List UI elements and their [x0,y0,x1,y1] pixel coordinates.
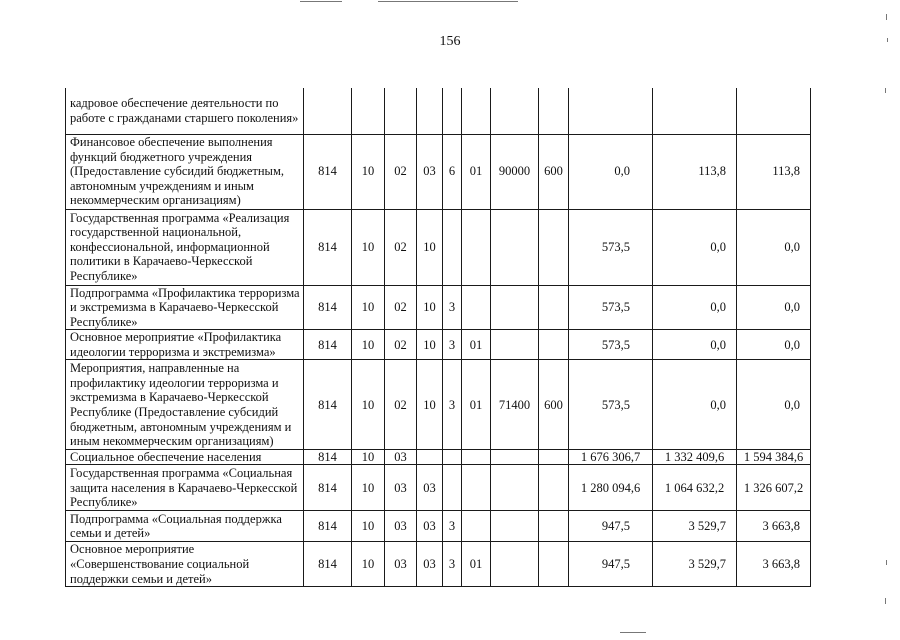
cell-amount-3: 0,0 [737,330,811,360]
scan-edge-mark [886,560,887,565]
cell-amount-1: 573,5 [569,209,653,285]
scan-edge-mark [887,38,888,42]
cell-amount-2 [653,88,737,134]
cell-amount-3 [737,88,811,134]
table-row [66,330,811,360]
table-row [66,134,811,209]
cell-expense-type: 600 [539,134,569,209]
cell-subsection: 02 [385,134,417,209]
cell-section: 10 [352,511,385,542]
cell-subprogram: 3 [443,330,462,360]
table-row [66,465,811,511]
cell-amount-2: 0,0 [653,360,737,450]
cell-amount-1: 947,5 [569,542,653,587]
cell-subprogram: 3 [443,542,462,587]
cell-subprogram [443,450,462,465]
cell-activity [462,209,491,285]
scan-edge-mark [378,1,518,2]
table-row [66,88,811,134]
cell-amount-1: 0,0 [569,134,653,209]
cell-amount-2: 0,0 [653,285,737,330]
cell-section: 10 [352,542,385,587]
table-row [66,450,811,465]
cell-amount-3: 113,8 [737,134,811,209]
cell-expense-type [539,330,569,360]
cell-amount-3: 0,0 [737,360,811,450]
cell-expense-type [539,209,569,285]
cell-direction [491,88,539,134]
cell-activity: 01 [462,542,491,587]
cell-activity: 01 [462,360,491,450]
row-description: Государственная программа «Реализация государственной национальной, конфессиональной, информационной политики в Карачаево-Черкесской Республике» [66,209,304,285]
cell-amount-2: 3 529,7 [653,511,737,542]
cell-subprogram [443,88,462,134]
cell-ministry: 814 [304,511,352,542]
scan-edge-mark [620,632,646,633]
cell-amount-1: 573,5 [569,285,653,330]
row-description: кадровое обеспечение деятельности по работе с гражданами старшего поколения» [66,88,304,134]
cell-ministry: 814 [304,542,352,587]
cell-program: 10 [417,330,443,360]
scan-edge-mark [885,598,886,604]
cell-activity: 01 [462,134,491,209]
cell-section: 10 [352,330,385,360]
cell-section: 10 [352,134,385,209]
cell-direction [491,450,539,465]
cell-section: 10 [352,285,385,330]
cell-activity: 01 [462,330,491,360]
cell-direction [491,511,539,542]
cell-subsection: 02 [385,330,417,360]
cell-amount-3: 1 594 384,6 [737,450,811,465]
cell-subsection: 02 [385,360,417,450]
cell-program: 03 [417,511,443,542]
scan-edge-mark [886,14,887,20]
cell-activity [462,285,491,330]
table-row [66,285,811,330]
cell-program: 10 [417,285,443,330]
cell-expense-type [539,88,569,134]
row-description: Социальное обеспечение населения [66,450,304,465]
cell-ministry [304,88,352,134]
cell-amount-3: 3 663,8 [737,542,811,587]
cell-program: 10 [417,360,443,450]
cell-activity [462,450,491,465]
cell-section: 10 [352,450,385,465]
cell-direction [491,285,539,330]
table-row [66,511,811,542]
budget-table [65,88,811,587]
cell-amount-2: 3 529,7 [653,542,737,587]
cell-amount-2: 1 064 632,2 [653,465,737,511]
cell-program: 03 [417,542,443,587]
cell-subsection: 02 [385,209,417,285]
cell-program: 03 [417,134,443,209]
row-description: Основное мероприятие «Совершенствование социальной поддержки семьи и детей» [66,542,304,587]
row-description: Мероприятия, направленные на профилактику идеологии терроризма и экстремизма в Карачаево-Черкесской Республике (Предоставление субсидий бюджетным, автономным учреждениям и иным некоммерческим организациям) [66,360,304,450]
scan-edge-mark [885,88,886,93]
cell-amount-1: 1 280 094,6 [569,465,653,511]
cell-subsection: 03 [385,511,417,542]
cell-program: 10 [417,209,443,285]
cell-program [417,88,443,134]
cell-amount-2: 0,0 [653,209,737,285]
cell-ministry: 814 [304,450,352,465]
cell-subprogram: 3 [443,285,462,330]
cell-subsection: 02 [385,285,417,330]
row-description: Государственная программа «Социальная защита населения в Карачаево-Черкесской Республике» [66,465,304,511]
cell-subprogram: 3 [443,360,462,450]
cell-program: 03 [417,465,443,511]
cell-expense-type: 600 [539,360,569,450]
scan-edge-mark [300,1,342,2]
table-row [66,542,811,587]
cell-expense-type [539,465,569,511]
cell-activity [462,465,491,511]
cell-direction [491,209,539,285]
cell-amount-3: 0,0 [737,285,811,330]
cell-section: 10 [352,465,385,511]
cell-subsection: 03 [385,542,417,587]
cell-expense-type [539,511,569,542]
cell-subprogram [443,209,462,285]
cell-amount-3: 1 326 607,2 [737,465,811,511]
cell-amount-1: 573,5 [569,330,653,360]
cell-subprogram: 6 [443,134,462,209]
cell-direction: 71400 [491,360,539,450]
cell-section: 10 [352,360,385,450]
cell-ministry: 814 [304,330,352,360]
cell-amount-2: 1 332 409,6 [653,450,737,465]
cell-subsection [385,88,417,134]
cell-direction [491,542,539,587]
cell-direction: 90000 [491,134,539,209]
cell-amount-3: 0,0 [737,209,811,285]
table-row [66,360,811,450]
table-row [66,209,811,285]
cell-subsection: 03 [385,450,417,465]
cell-section: 10 [352,209,385,285]
cell-amount-2: 113,8 [653,134,737,209]
cell-subprogram: 3 [443,511,462,542]
row-description: Основное мероприятие «Профилактика идеологии терроризма и экстремизма» [66,330,304,360]
cell-ministry: 814 [304,465,352,511]
cell-subprogram [443,465,462,511]
cell-amount-1: 573,5 [569,360,653,450]
cell-direction [491,330,539,360]
row-description: Финансовое обеспечение выполнения функций бюджетного учреждения (Предоставление субсидий бюджетным, автономным учреждениям и иным некоммерческим организациям) [66,134,304,209]
cell-ministry: 814 [304,209,352,285]
cell-subsection: 03 [385,465,417,511]
cell-ministry: 814 [304,360,352,450]
cell-amount-3: 3 663,8 [737,511,811,542]
cell-ministry: 814 [304,285,352,330]
row-description: Подпрограмма «Социальная поддержка семьи и детей» [66,511,304,542]
cell-expense-type [539,450,569,465]
cell-expense-type [539,285,569,330]
cell-activity [462,88,491,134]
cell-ministry: 814 [304,134,352,209]
cell-amount-1: 1 676 306,7 [569,450,653,465]
cell-activity [462,511,491,542]
row-description: Подпрограмма «Профилактика терроризма и экстремизма в Карачаево-Черкесской Республике» [66,285,304,330]
cell-amount-1: 947,5 [569,511,653,542]
cell-section [352,88,385,134]
cell-expense-type [539,542,569,587]
page-number: 156 [439,34,461,49]
cell-amount-2: 0,0 [653,330,737,360]
cell-program [417,450,443,465]
cell-direction [491,465,539,511]
cell-amount-1 [569,88,653,134]
